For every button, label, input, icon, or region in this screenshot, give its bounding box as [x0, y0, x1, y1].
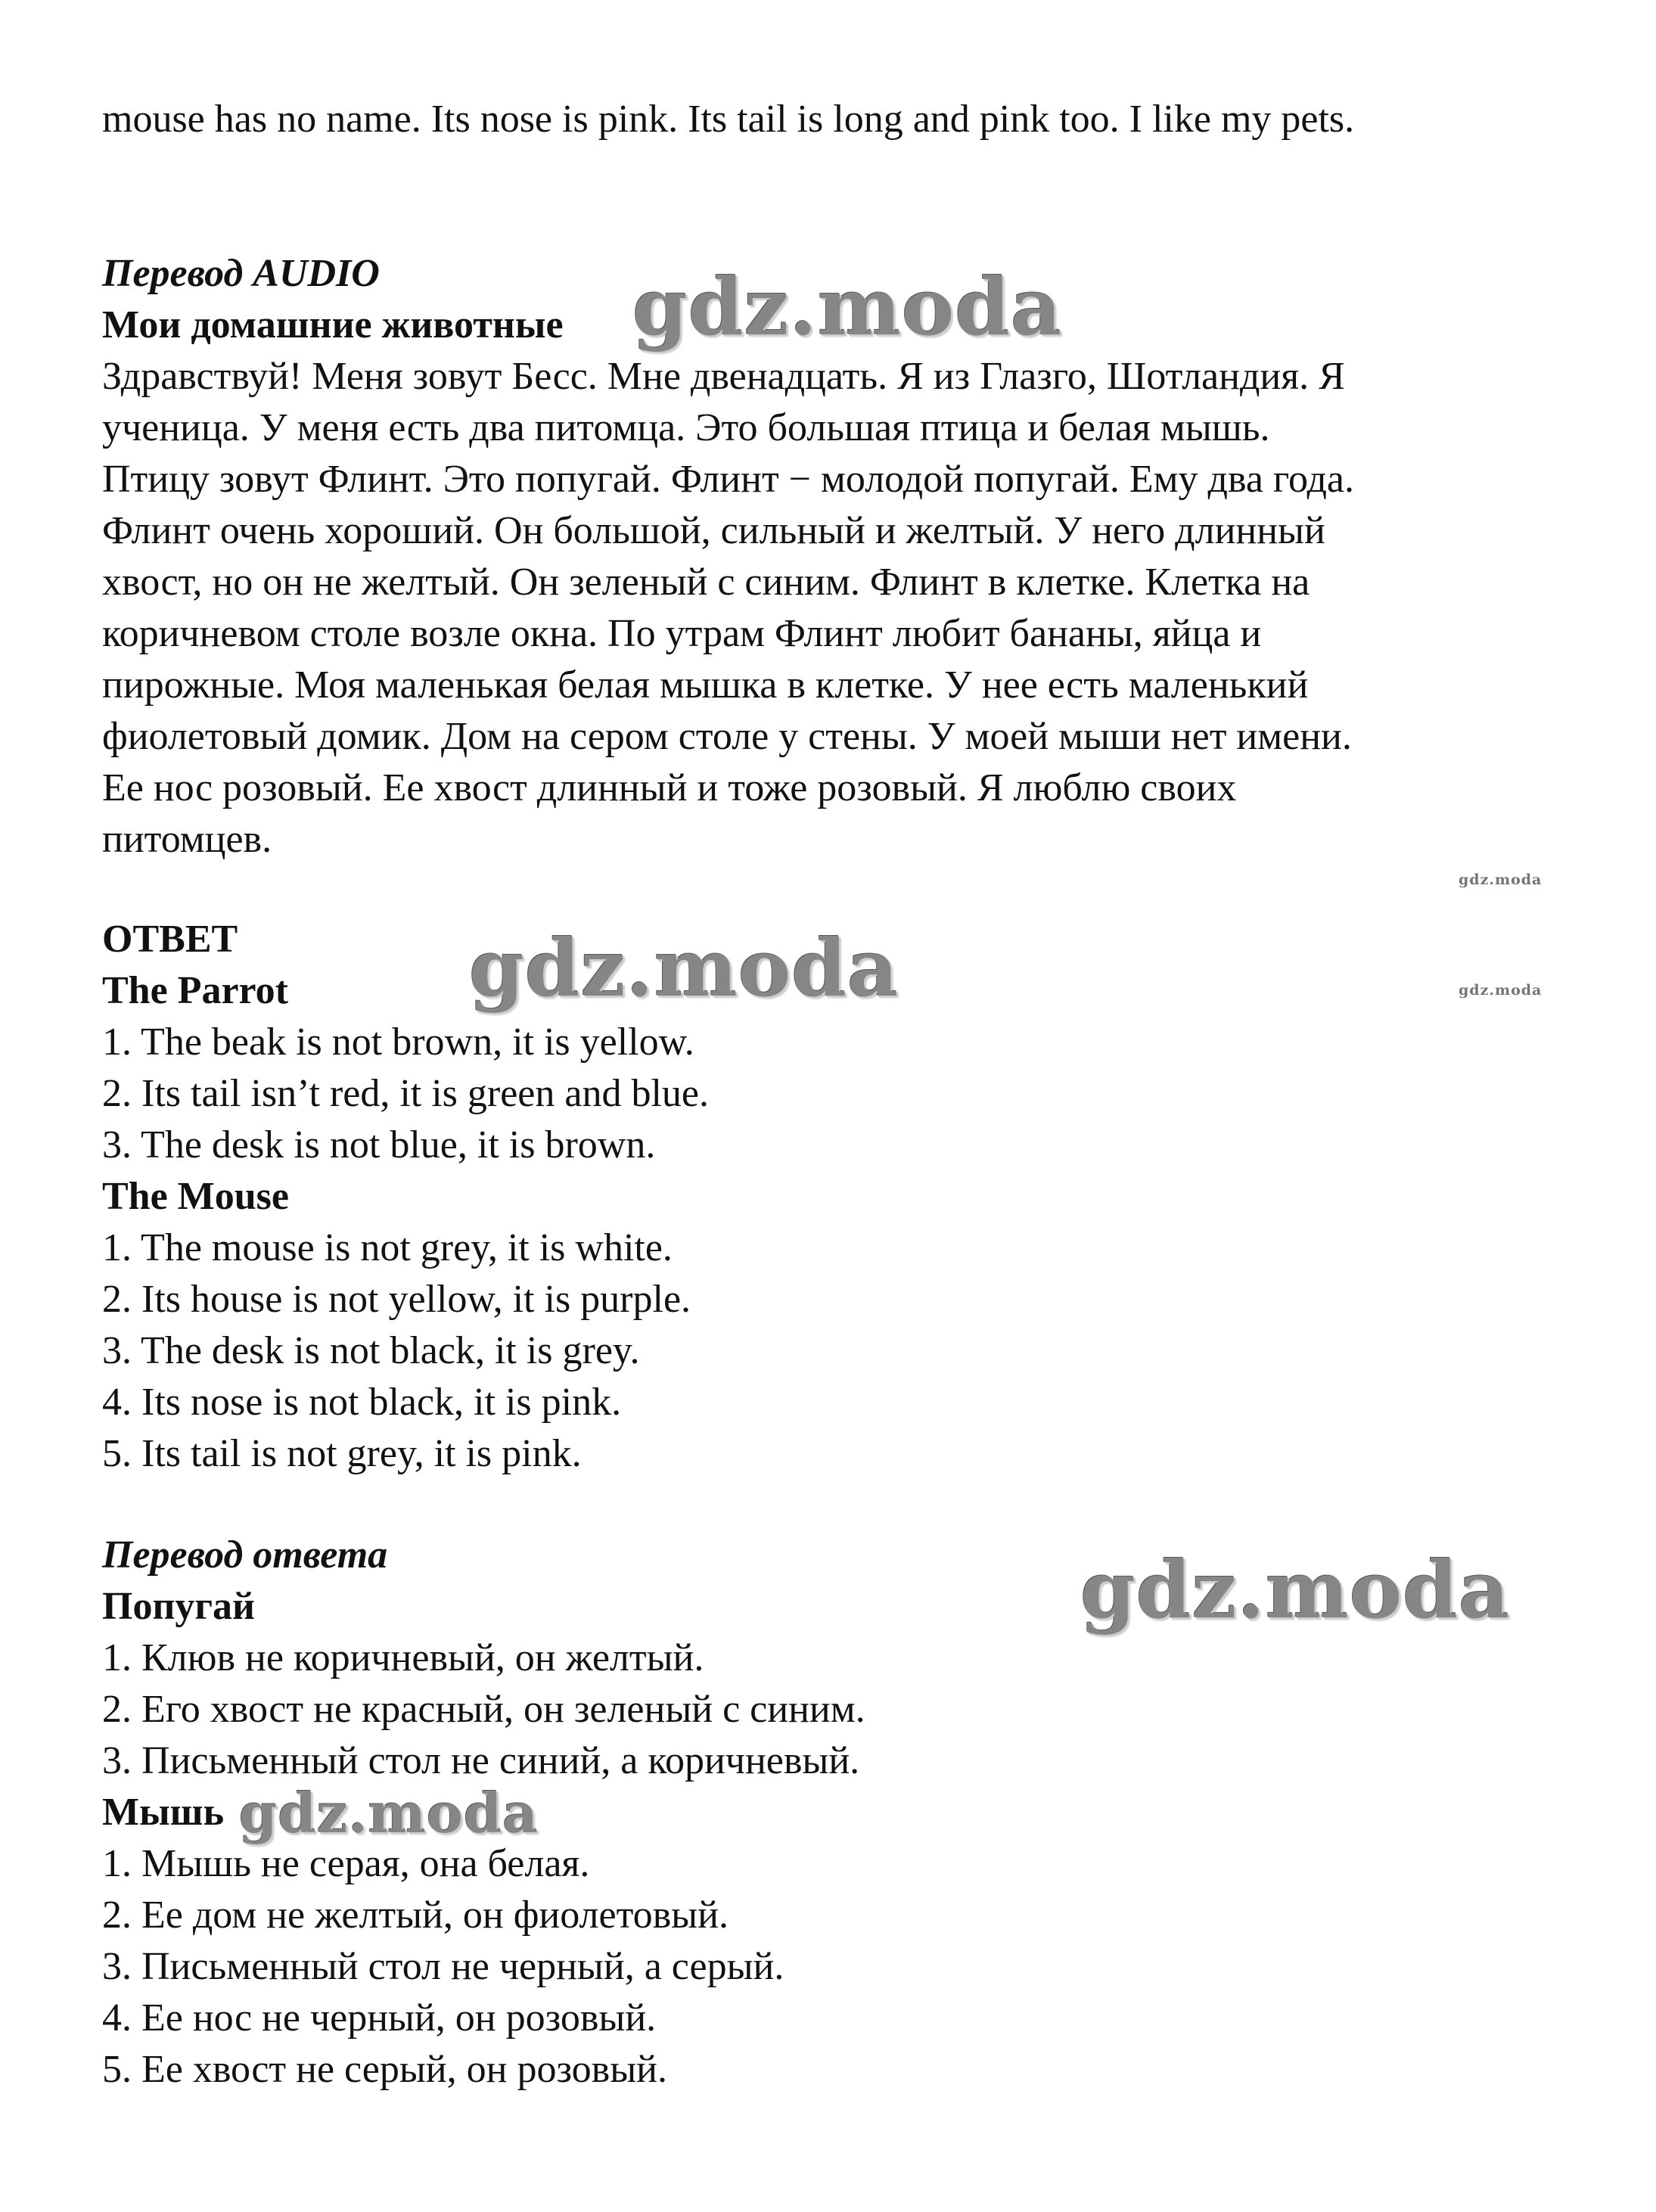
watermark-logo: gdz.moda — [469, 921, 899, 1014]
list-item: 4. Ее нос не черный, он розовый. — [102, 1996, 657, 2040]
intro-line: mouse has no name. Its nose is pink. Its tail is long and pink too. I like my pets. — [102, 98, 1355, 141]
list-item: 2. Its tail isn’t red, it is green and blue. — [102, 1072, 709, 1115]
list-item: 3. The desk is not black, it is grey. — [102, 1329, 640, 1372]
text-line: коричневом столе возле окна. По утрам Флинт любит бананы, яйца и — [102, 612, 1262, 655]
text-line: Птицу зовут Флинт. Это попугай. Флинт − молодой попугай. Ему два года. — [102, 458, 1354, 501]
text-line: питомцев. — [102, 818, 272, 861]
text-line: Здравствуй! Меня зовут Бесс. Мне двенадцать. Я из Глазго, Шотландия. Я — [102, 355, 1345, 398]
list-item: 2. Its house is not yellow, it is purple. — [102, 1278, 691, 1321]
answer-heading: ОТВЕТ — [102, 918, 238, 961]
list-item: 3. Письменный стол не черный, а серый. — [102, 1945, 785, 1988]
list-item: 5. Ее хвост не серый, он розовый. — [102, 2048, 667, 2091]
list-item: 3. Письменный стол не синий, а коричневый. — [102, 1739, 860, 1782]
list-item: 1. Клюв не коричневый, он желтый. — [102, 1636, 704, 1679]
answer-mouse-list — [102, 1223, 1585, 1480]
text-line: хвост, но он не желтый. Он зеленый с синим. Флинт в клетке. Клетка на — [102, 561, 1310, 604]
audio-translation-title: Мои домашние животные — [102, 303, 564, 346]
text-line: фиолетовый домик. Дом на сером столе у стены. У моей мыши нет имени. — [102, 715, 1352, 758]
list-item: 1. The mouse is not grey, it is white. — [102, 1226, 673, 1269]
audio-translation-heading: Перевод AUDIO — [102, 252, 380, 295]
watermark-logo: gdz.moda — [1080, 1543, 1511, 1636]
answer-parrot-list — [102, 1017, 1585, 1171]
text-line: пирожные. Моя маленькая белая мышка в клетке. У нее есть маленький — [102, 663, 1309, 707]
watermark-logo: gdz.moda — [632, 260, 1063, 353]
text-line: Флинт очень хороший. Он большой, сильный и желтый. У него длинный — [102, 509, 1325, 552]
list-item: 1. The beak is not brown, it is yellow. — [102, 1021, 694, 1064]
audio-translation-text — [102, 351, 1585, 865]
list-item: 4. Its nose is not black, it is pink. — [102, 1381, 622, 1424]
answer-translation-mouse-list — [102, 1838, 1585, 2095]
watermark-small: gdz.moda — [1459, 871, 1543, 888]
answer-translation-parrot-title: Попугай — [102, 1585, 255, 1628]
list-item: 3. The desk is not blue, it is brown. — [102, 1123, 656, 1167]
watermark-small: gdz.moda — [1459, 982, 1543, 999]
watermark-logo: gdz.moda — [239, 1781, 539, 1845]
text-line: ученица. У меня есть два питомца. Это большая птица и белая мышь. — [102, 406, 1270, 449]
answer-translation-heading: Перевод ответа — [102, 1533, 388, 1577]
text-line: Ее нос розовый. Ее хвост длинный и тоже розовый. Я люблю своих — [102, 766, 1237, 809]
list-item: 2. Ее дом не желтый, он фиолетовый. — [102, 1894, 729, 1937]
answer-parrot-title: The Parrot — [102, 969, 288, 1012]
answer-translation-mouse-title: Мышь — [102, 1791, 225, 1834]
answer-mouse-title: The Mouse — [102, 1175, 289, 1218]
list-item: 1. Мышь не серая, она белая. — [102, 1842, 590, 1885]
answer-translation-parrot-list — [102, 1633, 1585, 1787]
list-item: 2. Его хвост не красный, он зеленый с синим. — [102, 1688, 865, 1731]
list-item: 5. Its tail is not grey, it is pink. — [102, 1432, 582, 1475]
